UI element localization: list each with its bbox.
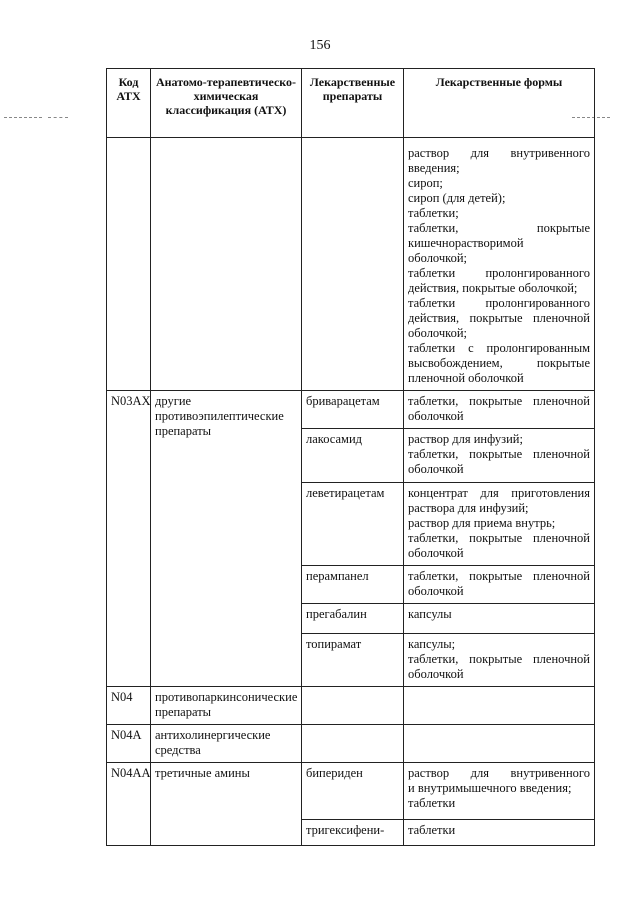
form-line: раствор для приема внутрь; xyxy=(408,516,556,530)
form-line: оболочкой xyxy=(408,667,464,681)
table-row xyxy=(107,391,595,429)
cell-classification: другие противоэпилептические препараты xyxy=(151,391,302,687)
cell-drug: бипериден xyxy=(302,763,404,820)
form-line: таблетки пролонгированного xyxy=(408,266,590,280)
header-row xyxy=(107,69,595,138)
form-line: пленочной оболочкой xyxy=(408,371,524,385)
cell-drug xyxy=(302,138,404,391)
cell-drug: перампанел xyxy=(302,566,404,604)
table-row xyxy=(107,687,595,725)
form-line: оболочкой xyxy=(408,462,464,476)
table-row-continuation xyxy=(107,138,595,391)
header-code: Код АТХ xyxy=(107,69,151,138)
header-drugs: Лекарственные препараты xyxy=(302,69,404,138)
cell-drug: леветирацетам xyxy=(302,483,404,566)
form-line: действия, покрытые оболочкой; xyxy=(408,281,578,295)
cell-forms xyxy=(404,634,595,687)
form-line: сироп (для детей); xyxy=(408,191,506,205)
cell-forms xyxy=(404,483,595,566)
cell-drug: топирамат xyxy=(302,634,404,687)
cell-code: N03AX xyxy=(107,391,151,687)
cell-drug: прегабалин xyxy=(302,604,404,634)
form-line: таблетки, покрытые пленочной xyxy=(408,394,590,408)
form-line: оболочкой xyxy=(408,546,464,560)
cell-code: N04 xyxy=(107,687,151,725)
form-line: раствор для внутривенного xyxy=(408,766,590,780)
cell-forms xyxy=(404,820,595,846)
form-line: оболочкой xyxy=(408,584,464,598)
cell-code: N04A xyxy=(107,725,151,763)
cell-forms xyxy=(404,604,595,634)
form-line: концентрат для приготовления xyxy=(408,486,590,500)
form-line: действия, покрытые пленочной xyxy=(408,311,590,325)
form-line: раствор для внутривенного xyxy=(408,146,590,160)
cell-code xyxy=(107,138,151,391)
table-row xyxy=(107,763,595,820)
drug-table xyxy=(106,68,595,846)
cell-forms xyxy=(404,566,595,604)
form-line: таблетки; xyxy=(408,206,459,220)
cell-classification: антихолинергические средства xyxy=(151,725,302,763)
form-line: таблетки, покрытые пленочной xyxy=(408,569,590,583)
cell-drug xyxy=(302,687,404,725)
form-line: таблетки с пролонгированным xyxy=(408,341,590,355)
form-line: и внутримышечного введения; xyxy=(408,781,572,795)
cell-classification: противопаркинсонические препараты xyxy=(151,687,302,725)
form-line: капсулы; xyxy=(408,637,456,651)
form-line: кишечнорастворимой xyxy=(408,236,524,250)
form-line: таблетки, покрытые пленочной xyxy=(408,531,590,545)
form-line: оболочкой; xyxy=(408,251,467,265)
form-line: введения; xyxy=(408,161,460,175)
cell-code: N04AA xyxy=(107,763,151,846)
form-line: таблетки, покрытые xyxy=(408,221,590,235)
cell-forms xyxy=(404,725,595,763)
cell-forms xyxy=(404,138,595,391)
header-classification: Анатомо-терапевтическо-химическая классификация (АТХ) xyxy=(151,69,302,138)
margin-mark-left xyxy=(4,117,42,118)
form-line: раствор для инфузий; xyxy=(408,432,523,446)
cell-drug: тригексифени- xyxy=(302,820,404,846)
page-number: 156 xyxy=(309,38,331,53)
table-row xyxy=(107,725,595,763)
cell-drug xyxy=(302,725,404,763)
header-forms: Лекарственные формы xyxy=(404,69,595,138)
form-line: раствора для инфузий; xyxy=(408,501,529,515)
form-line: капсулы xyxy=(408,607,452,621)
form-line: сироп; xyxy=(408,176,443,190)
cell-classification xyxy=(151,138,302,391)
cell-classification: третичные амины xyxy=(151,763,302,846)
margin-mark-left-short xyxy=(48,117,68,118)
form-line: таблетки, покрытые пленочной xyxy=(408,447,590,461)
cell-drug: лакосамид xyxy=(302,429,404,483)
cell-forms xyxy=(404,763,595,820)
cell-forms xyxy=(404,391,595,429)
form-line: таблетки xyxy=(408,823,456,837)
form-line: таблетки, покрытые пленочной xyxy=(408,652,590,666)
form-line: таблетки xyxy=(408,796,456,810)
cell-forms xyxy=(404,429,595,483)
form-line: оболочкой; xyxy=(408,326,467,340)
cell-forms xyxy=(404,687,595,725)
form-line: оболочкой xyxy=(408,409,464,423)
form-line: высвобождением, покрытые xyxy=(408,356,590,370)
cell-drug: бриварацетам xyxy=(302,391,404,429)
form-line: таблетки пролонгированного xyxy=(408,296,590,310)
